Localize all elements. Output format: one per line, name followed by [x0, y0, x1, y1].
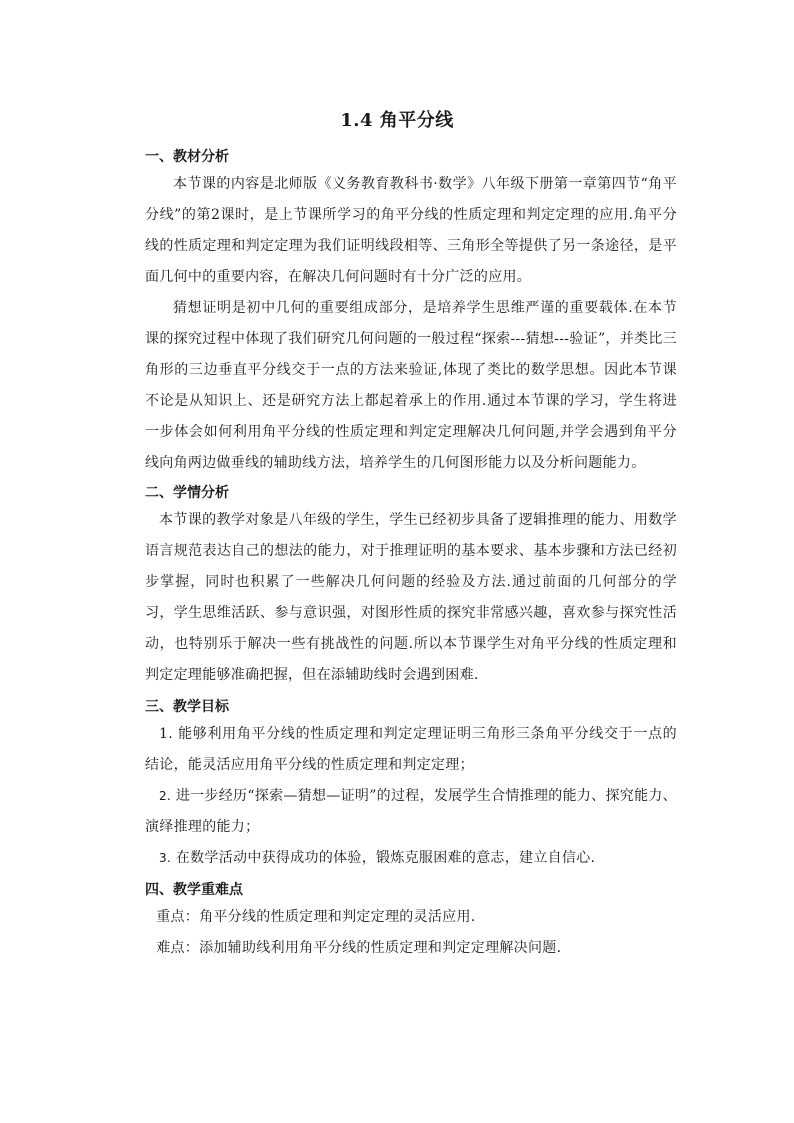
document-title: 1.4 角平分线 — [340, 110, 454, 131]
section-heading-textbook-analysis: 一、教材分析 — [145, 149, 229, 165]
objective-item-2 — [145, 781, 677, 843]
section-heading-key-difficult-points: 四、教学重难点 — [145, 882, 243, 898]
objective-text: 在数学活动中获得成功的体验，锻炼克服困难的意志，建立自信心. — [175, 850, 596, 866]
objective-number: 1. — [159, 726, 173, 742]
section-heading-student-analysis: 二、学情分析 — [145, 485, 229, 501]
objective-number: 2. — [159, 789, 172, 803]
section-heading-teaching-objectives: 三、教学目标 — [145, 699, 229, 715]
objective-text: 能够利用角平分线的性质定理和判定定理证明三角形三条角平分线交于一点的结论，能灵活应用角平分线的性质定理和判定定理； — [145, 726, 677, 773]
objective-item-3 — [145, 843, 677, 874]
key-point: 重点：角平分线的性质定理和判定定理的灵活应用. — [156, 909, 476, 925]
textbook-analysis-paragraph-1: 本节课的内容是北师版《义务教育教科书·数学》八年级下册第一章第四节“角平分线”的第2课时，是上节课所学习的角平分线的性质定理和判定定理的应用.角平分线的性质定理和判定定理为我们证明线段相等、三角形全等提供了另一条途径，是平面几何中的重要内容，在解决几何问题时有十分广泛的应用。 — [145, 176, 677, 285]
difficult-point: 难点：添加辅助线利用角平分线的性质定理和判定定理解决问题. — [156, 940, 562, 956]
document-body — [145, 143, 677, 964]
textbook-analysis-paragraph-2: 猜想证明是初中几何的重要组成部分，是培养学生思维严谨的重要载体.在本节课的探究过程中体现了我们研究几何问题的一般过程“探索---猜想---验证”，并类比三角形的三边垂直平分线交于一点的方法来验证,体现了类比的数学思想。因此本节课不论是从知识上、还是研究方法上都起着承上的作用.通过本节课的学习，学生将进一步体会如何利用角平分线的性质定理和判定定理解决几何问题,并学会遇到角平分线向角两边做垂线的辅助线方法，培养学生的几何图形能力以及分析问题能力。 — [145, 300, 677, 471]
student-analysis-paragraph: 本节课的教学对象是八年级的学生，学生已经初步具备了逻辑推理的能力、用数学语言规范表达自己的想法的能力，对于推理证明的基本要求、基本步骤和方法已经初步掌握，同时也积累了一些解决几何问题的经验及方法.通过前面的几何部分的学习，学生思维活跃、参与意识强，对图形性质的探究非常感兴趣，喜欢参与探究性活动，也特别乐于解决一些有挑战性的问题.所以本节课学生对角平分线的性质定理和判定定理能够准确把握，但在添辅助线时会遇到困难. — [145, 512, 677, 683]
objective-item-1 — [145, 719, 677, 781]
objective-text: 进一步经历“探索—猜想—证明”的过程，发展学生合情推理的能力、探究能力、演绎推理的能力； — [145, 788, 677, 835]
objective-number: 3. — [159, 851, 172, 865]
